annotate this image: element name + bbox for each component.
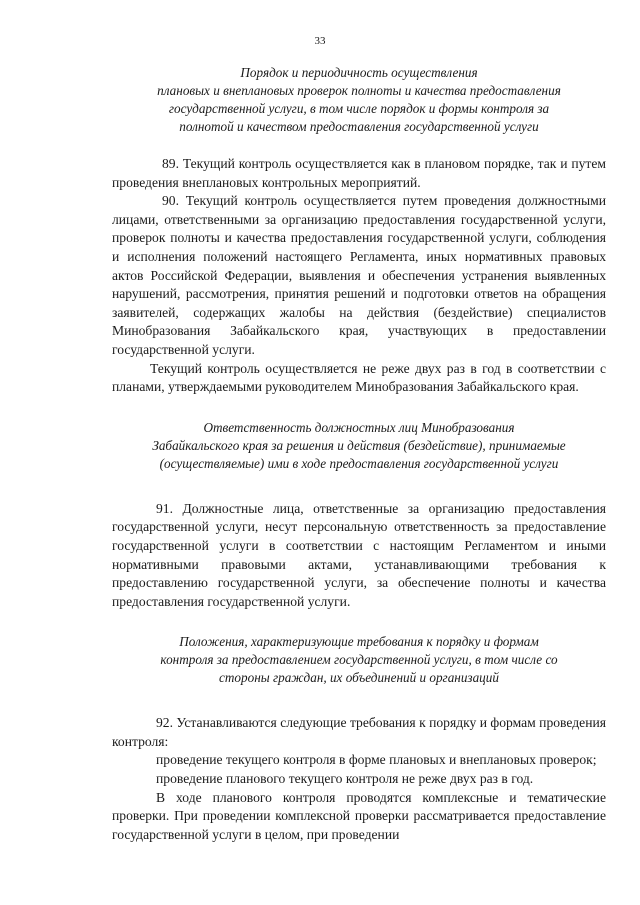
paragraph-90: 90. Текущий контроль осуществляется путем проведения должностными лицами, ответственными за организацию предоставления государственной услуги, проверок полноты и качества предоставления государственной услуги, соблюдения и исполнения положений настоящего Регламента, иных нормативных правовых актов Российской Федерации, выявления и обеспечения устранения выявленных нарушений, рассмотрения, принятия решений и подготовки ответов на обращения заявителей, содержащих жалобы на действия (бездействие) специалистов Минобразования Забайкальского края, участвующих в предоставлении государственной услуги. [112,193,606,357]
paragraph-91: 91. Должностные лица, ответственные за организацию предоставления государственной услуги, несут персональную ответственность за предоставление государственной услуги в соответствии с настоящим Регламентом и иными нормативными правовыми актами, устанавливающими требования к предоставлению государственной услуги, за обеспечение полноты и качества предоставления государственной услуги. [112,500,606,609]
heading-line: контроля за предоставлением государственной услуги, в том числе со [160,652,558,668]
paragraph-89: 89. Текущий контроль осуществляется как в плановом порядке, так и путем проведения внеплановых контрольных мероприятий. [112,156,606,190]
paragraph-92: 92. Устанавливаются следующие требования к порядку и формам проведения контроля: [112,715,606,749]
heading-line: Ответственность должностных лиц Минобразования [203,419,515,435]
heading-line: Забайкальского края за решения и действия (бездействие), принимаемые [152,437,566,453]
page-number: 33 [314,35,326,47]
paragraph-90-schedule: Текущий контроль осуществляется не реже двух раз в год в соответствии с планами, утверждаемыми руководителем Минобразования Забайкальского края. [112,360,606,395]
section-heading-control-requirements [112,633,606,687]
section-heading-official-responsibility [112,419,606,473]
heading-line: Положения, характеризующие требования к порядку и формам [179,634,539,650]
page-content [112,64,606,844]
heading-line: плановых и внеплановых проверок полноты и качества предоставления [157,83,561,98]
heading-line: (осуществляемые) ими в ходе предоставления государственной услуги [159,455,559,471]
heading-line: Порядок и периодичность осуществления [240,65,478,80]
paragraph-92-current-control: проведение текущего контроля в форме плановых и внеплановых проверок; [156,752,597,768]
heading-line: государственной услуги, в том числе порядок и формы контроля за [168,101,550,116]
paragraph-92-inspections: В ходе планового контроля проводятся комплексные и тематические проверки. При проведении комплексной проверки рассматривается предоставление государственной услуги в целом, при проведении [112,789,606,842]
heading-line: стороны граждан, их объединений и организаций [219,670,499,686]
section-heading-control-procedure [112,64,606,136]
paragraph-92-planned-control: проведение планового текущего контроля не реже двух раз в год. [156,771,534,787]
heading-line: полнотой и качеством предоставления государственной услуги [179,119,539,134]
